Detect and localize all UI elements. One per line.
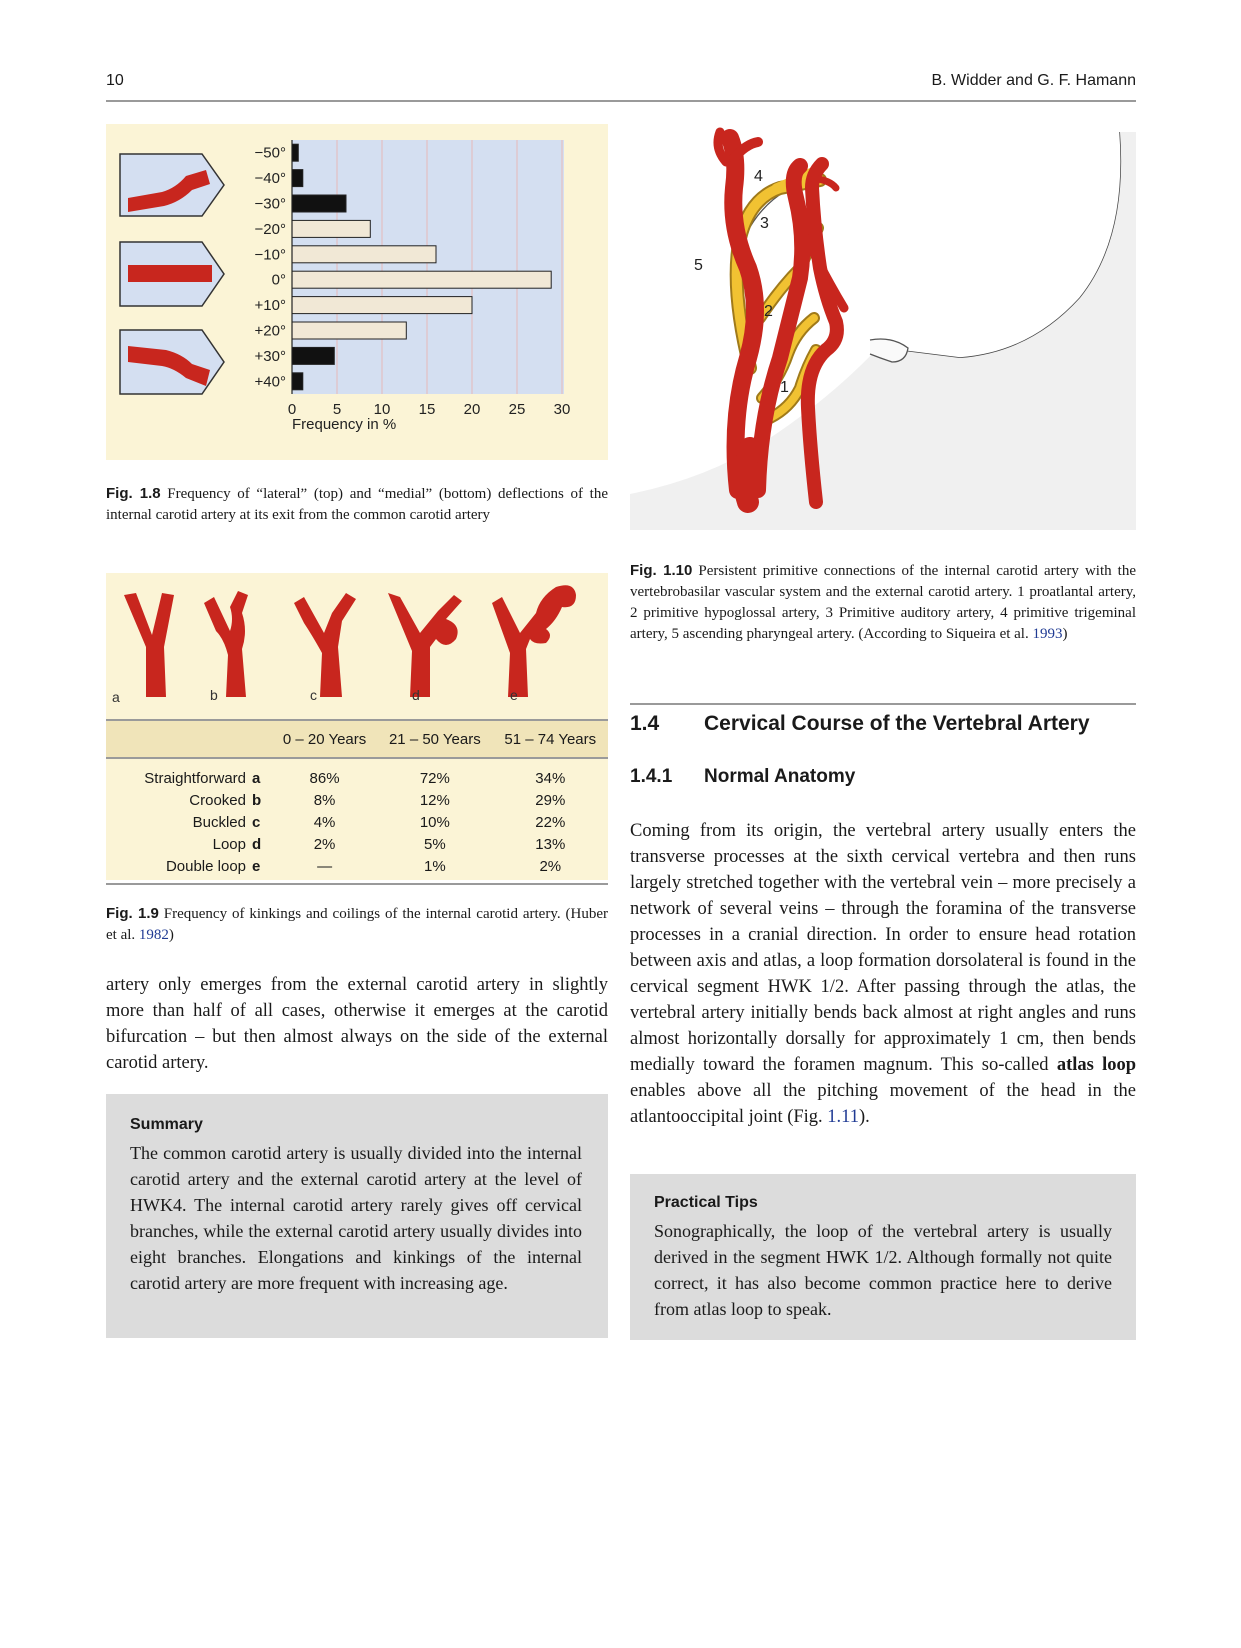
artery-crooked bbox=[204, 591, 248, 697]
tree-label-d: d bbox=[412, 687, 420, 703]
citation-link[interactable]: 1993 bbox=[1032, 626, 1063, 642]
table-row bbox=[106, 789, 608, 811]
lateral-deflection-icon bbox=[120, 154, 224, 216]
figure-1-9 bbox=[106, 573, 608, 880]
y-tick-label: −50° bbox=[254, 144, 286, 162]
artery-buckled bbox=[294, 593, 356, 697]
y-tick-label: −30° bbox=[254, 195, 286, 213]
column-header: 21 – 50 Years bbox=[377, 720, 492, 758]
row-letter: e bbox=[246, 855, 272, 884]
caption-end: ) bbox=[1062, 626, 1068, 642]
y-tick-label: −20° bbox=[254, 220, 286, 238]
table-cell: 72% bbox=[419, 769, 450, 787]
x-tick-label: 20 bbox=[463, 401, 481, 418]
table-cell: 13% bbox=[535, 835, 566, 853]
bar bbox=[292, 170, 303, 187]
y-tick-label: −10° bbox=[254, 246, 286, 264]
row-label: Double loop bbox=[106, 855, 246, 884]
bar bbox=[292, 373, 303, 390]
section-divider bbox=[630, 703, 1136, 705]
right-paragraph bbox=[630, 818, 1136, 1130]
table-row bbox=[106, 855, 608, 884]
bold-term: atlas loop bbox=[1056, 1055, 1136, 1075]
figure-1-8 bbox=[106, 124, 608, 460]
x-axis-label: Frequency in % bbox=[292, 416, 397, 433]
paragraph-text: ). bbox=[859, 1107, 870, 1127]
paragraph-text: enables above all the pitching movement of the head in the atlantooccipital joint (Fig. bbox=[630, 1081, 1136, 1127]
figure-1-8-caption bbox=[106, 483, 608, 526]
table-cell: 1% bbox=[377, 855, 492, 884]
table-cell: 22% bbox=[535, 813, 566, 831]
x-tick-label: 10 bbox=[373, 401, 391, 418]
table-cell: 5% bbox=[424, 835, 446, 853]
practical-tips-text: Sonographically, the loop of the vertebral artery is usually derived in the segment HWK 1/2. Although formally not quite correct, it has also become common practice here to derive from atlas loop to speak. bbox=[654, 1221, 1112, 1319]
y-tick-label: 0° bbox=[271, 271, 286, 289]
row-label: Buckled bbox=[192, 813, 246, 831]
bar bbox=[292, 195, 346, 212]
table-cell: 2% bbox=[313, 835, 336, 853]
x-tick-label: 15 bbox=[418, 401, 436, 418]
page-number: 10 bbox=[106, 72, 124, 89]
practical-tips-title: Practical Tips bbox=[654, 1194, 758, 1211]
summary-title: Summary bbox=[130, 1116, 203, 1133]
column-header: 51 – 74 Years bbox=[493, 720, 608, 758]
table-row bbox=[106, 833, 608, 855]
table-cell: 86% bbox=[309, 769, 340, 787]
row-letter: b bbox=[252, 791, 262, 809]
bar bbox=[292, 347, 334, 364]
left-paragraph: artery only emerges from the external carotid artery in slightly more than half of all cases, otherwise it emerges at the carotid bifurcation – but then almost always on the side of the external carotid artery. bbox=[106, 975, 608, 1073]
caption-label: Fig. 1.8 bbox=[106, 485, 161, 502]
table-cell: 4% bbox=[313, 813, 336, 831]
subsection-heading bbox=[630, 766, 855, 788]
table-cell: 10% bbox=[419, 813, 450, 831]
row-letter: c bbox=[252, 813, 261, 831]
table-cell: 8% bbox=[313, 791, 336, 809]
x-tick-label: 5 bbox=[332, 401, 342, 418]
figure-1-10 bbox=[630, 118, 1136, 530]
caption-label: Fig. 1.10 bbox=[630, 562, 693, 579]
table-cell: 29% bbox=[535, 791, 566, 809]
y-tick-label: +20° bbox=[254, 322, 286, 340]
deflection-chart bbox=[106, 124, 608, 460]
x-tick-label: 0 bbox=[287, 401, 297, 418]
bar bbox=[292, 220, 370, 237]
row-letter: d bbox=[252, 835, 262, 853]
practical-tips-box bbox=[630, 1174, 1136, 1340]
figure-1-9-caption bbox=[106, 903, 608, 946]
y-tick-label: +40° bbox=[254, 373, 286, 391]
table-header-row bbox=[106, 720, 608, 758]
summary-text: The common carotid artery is usually divided into the internal carotid artery and the external carotid artery at the level of HWK4. The internal carotid artery rarely gives off cervical branches, while the external carotid artery usually divides into eight branches. Elongations and kinkings of the internal carotid artery are more frequent with increasing age. bbox=[130, 1143, 582, 1293]
tree-label-c: c bbox=[310, 687, 317, 703]
row-letter: a bbox=[252, 769, 261, 787]
y-tick-label: +30° bbox=[254, 347, 286, 365]
label-proatlantal: 1 bbox=[780, 379, 789, 396]
page-header bbox=[106, 72, 1136, 102]
summary-box bbox=[106, 1094, 608, 1338]
x-tick-label: 25 bbox=[508, 401, 526, 418]
table-cell: 2% bbox=[493, 855, 608, 884]
straight-deflection-icon bbox=[120, 242, 224, 306]
row-label: Straightforward bbox=[144, 769, 246, 787]
caption-text: Frequency of kinkings and coilings of the internal carotid artery. (Huber et al. bbox=[106, 906, 608, 943]
caption-text: Frequency of “lateral” (top) and “medial” (bottom) deflections of the internal carotid artery at its exit from the common carotid artery bbox=[106, 486, 608, 523]
tree-label-a: a bbox=[112, 689, 120, 705]
caption-end: ) bbox=[168, 927, 174, 943]
label-hypoglossal: 2 bbox=[764, 303, 773, 320]
table-row bbox=[106, 758, 608, 789]
label-pharyngeal: 5 bbox=[694, 257, 703, 274]
column-header: 0 – 20 Years bbox=[272, 720, 377, 758]
row-label: Crooked bbox=[189, 791, 246, 809]
medial-deflection-icon bbox=[120, 330, 224, 394]
bar bbox=[292, 297, 472, 314]
skull-base-shading bbox=[630, 132, 1136, 530]
section-heading bbox=[630, 712, 1090, 736]
artery-double-loop bbox=[492, 585, 576, 697]
y-tick-label: +10° bbox=[254, 297, 286, 315]
row-label: Loop bbox=[212, 835, 246, 853]
vascular-illustration bbox=[630, 118, 1136, 530]
bar bbox=[292, 144, 298, 161]
figure-1-10-caption bbox=[630, 560, 1136, 645]
tree-label-e: e bbox=[510, 687, 518, 703]
x-tick-label: 30 bbox=[553, 401, 571, 418]
running-head-authors: B. Widder and G. F. Hamann bbox=[931, 72, 1136, 89]
subsection-number: 1.4.1 bbox=[630, 766, 673, 787]
artery-shapes bbox=[106, 573, 608, 707]
tree-label-b: b bbox=[210, 687, 218, 703]
bar bbox=[292, 246, 436, 263]
section-title: Cervical Course of the Vertebral Artery bbox=[704, 712, 1090, 735]
bar bbox=[292, 271, 551, 288]
paragraph-text: Coming from its origin, the vertebral artery usually enters the transverse processes at the sixth cervical vertebra and then runs largely stretched together with the vertebral vein – more precisely a network of several veins – through the foramina of the transverse processes in a cranial direction. In order to ensure head rotation between axis and atlas, a loop formation dorsolateral is found in the cervical segment HWK 1/2. After passing through the atlas, the vertebral artery initially bends back almost at right angles and runs almost horizontally dorsally for approximately 1 cm, then bends medially toward the foramen magnum. This so-called bbox=[630, 821, 1136, 1075]
subsection-title: Normal Anatomy bbox=[704, 766, 856, 787]
citation-link[interactable]: 1982 bbox=[138, 927, 169, 943]
table-cell: 12% bbox=[419, 791, 450, 809]
table-cell: — bbox=[272, 855, 377, 884]
caption-label: Fig. 1.9 bbox=[106, 905, 159, 922]
table-cell: 34% bbox=[535, 769, 566, 787]
artery-loop bbox=[388, 593, 462, 697]
label-trigeminal: 4 bbox=[754, 168, 763, 185]
table-row bbox=[106, 811, 608, 833]
label-auditory: 3 bbox=[760, 215, 769, 232]
y-tick-label: −40° bbox=[254, 170, 286, 188]
kinking-frequency-table bbox=[106, 719, 608, 885]
section-number: 1.4 bbox=[630, 712, 660, 735]
bar bbox=[292, 322, 406, 339]
artery-straight bbox=[124, 593, 174, 697]
caption-text: Persistent primitive connections of the internal carotid artery with the vertebrobasilar vascular system and the external carotid artery. 1 proatlantal artery, 2 primitive hypoglossal artery, 3 Primitive auditory artery, 4 primitive trigeminal artery, 5 ascending pharyngeal artery. (According to Siqueira et al. bbox=[630, 563, 1136, 642]
figure-link[interactable]: 1.11 bbox=[827, 1107, 859, 1127]
